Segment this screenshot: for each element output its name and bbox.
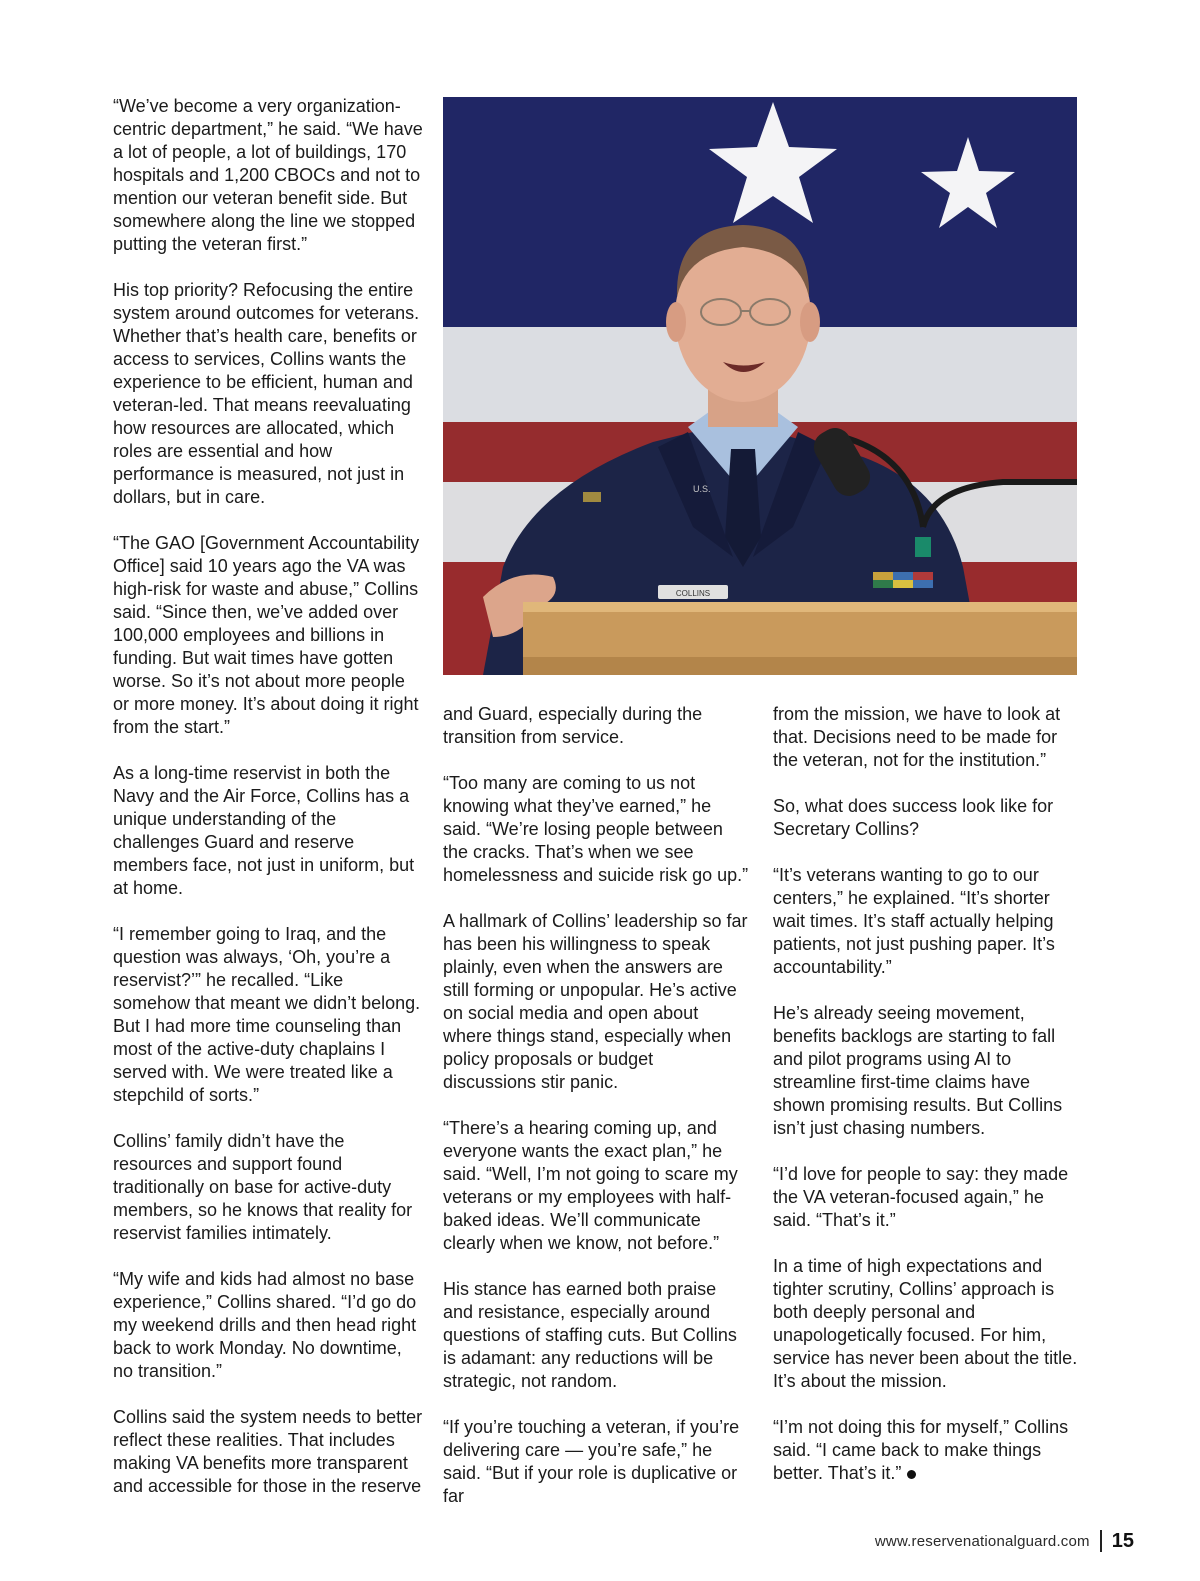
footer-divider (1100, 1530, 1102, 1552)
article-column-1 (113, 95, 423, 1521)
page-footer (875, 1528, 1134, 1554)
speaker-photo (443, 97, 1077, 675)
paragraph: His top priority? Refocusing the entire system around outcomes for veterans. Whether that’s health care, benefits or access to services, Collins wants the experience to be efficient, human and veteran-led. That means reevaluating how resources are allocated, which roles are essential and how performance is measured, not just in dollars, but in care. (113, 280, 420, 507)
paragraph: “I’d love for people to say: they made the VA veteran-focused again,” he said. “That’s it.” (773, 1164, 1069, 1230)
paragraph: “Too many are coming to us not knowing what they’ve earned,” he said. “We’re losing people between the cracks. That’s when we see homelessness and suicide risk go up.” (443, 773, 749, 885)
page-number: 15 (1111, 1529, 1134, 1552)
paragraph: “The GAO [Government Accountability Office] said 10 years ago the VA was high-risk for waste and abuse,” Collins said. “Since then, we’ve added over 100,000 employees and billions in funding. But wait times have gotten worse. So it’s not about more people or more money. It’s about doing it right from the start.” (113, 533, 420, 737)
paragraph: So, what does success look like for Secretary Collins? (773, 796, 1054, 839)
final-paragraph-text: “I’m not doing this for myself,” Collins said. “I came back to make things better. That’s it.” (773, 1417, 1069, 1483)
paragraph: A hallmark of Collins’ leadership so far has been his willingness to speak plainly, even when the answers are still forming or unpopular. He’s active on social media and open about where things stand, especially when policy proposals or budget discussions stir panic. (443, 911, 748, 1092)
paragraph: “I remember going to Iraq, and the question was always, ‘Oh, you’re a reservist?’” he recalled. “Like somehow that meant we didn’t belong. But I had more time counseling than most of the active-duty chaplains I served with. We were treated like a stepchild of sorts.” (113, 924, 421, 1105)
paragraph: from the mission, we have to look at that. Decisions need to be made for the veteran, not for the institution.” (773, 704, 1061, 770)
paragraph: Collins said the system needs to better reflect these realities. That includes making VA benefits more transparent and accessible for those in the reserve (113, 1407, 423, 1496)
collar-insignia: U.S. (693, 484, 711, 494)
paragraph: As a long-time reservist in both the Navy and the Air Force, Collins has a unique understanding of the challenges Guard and reserve members face, not just in uniform, but at home. (113, 763, 415, 898)
paragraph: “It’s veterans wanting to go to our centers,” he explained. “It’s shorter wait times. It’s staff actually helping patients, not just pushing paper. It’s accountability.” (773, 865, 1055, 977)
name-tape-text: COLLINS (675, 589, 711, 598)
paragraph: He’s already seeing movement, benefits backlogs are starting to fall and pilot programs using AI to streamline first-time claims have shown promising results. But Collins isn’t just chasing numbers. (773, 1003, 1063, 1138)
paragraph-final (773, 1416, 1083, 1485)
paragraph: Collins’ family didn’t have the resources and support found traditionally on base for active-duty members, so he knows that reality for reservist families intimately. (113, 1131, 413, 1243)
paragraph: and Guard, especially during the transition from service. (443, 704, 703, 747)
paragraph: His stance has earned both praise and resistance, especially around questions of staffing cuts. But Collins is adamant: any reductions will be strategic, not random. (443, 1279, 737, 1391)
paragraph: In a time of high expectations and tighter scrutiny, Collins’ approach is both deeply personal and unapologetically focused. For him, service has never been about the title. It’s about the mission. (773, 1256, 1078, 1391)
paragraph: “There’s a hearing coming up, and everyone wants the exact plan,” he said. “Well, I’m not going to scare my veterans or my employees with half-baked ideas. We’ll communicate clearly when we know, not before.” (443, 1118, 738, 1253)
paragraph: “My wife and kids had almost no base experience,” Collins shared. “I’d go do my weekend drills and then head right back to work Monday. No downtime, no transition.” (113, 1269, 417, 1381)
article-column-2 (443, 703, 751, 1531)
paragraph: “If you’re touching a veteran, if you’re delivering care — you’re safe,” he said. “But if your role is duplicative or far (443, 1417, 740, 1506)
paragraph: “We’ve become a very organization-centric department,” he said. “We have a lot of people, a lot of buildings, 170 hospitals and 1,200 CBOCs and not to mention our veteran benefit side. But somewhere along the line we stopped putting the veteran first.” (113, 96, 423, 254)
article-column-3 (773, 703, 1083, 1508)
footer-url[interactable]: www.reservenationalguard.com (874, 1532, 1090, 1550)
end-mark-icon (907, 1470, 916, 1479)
